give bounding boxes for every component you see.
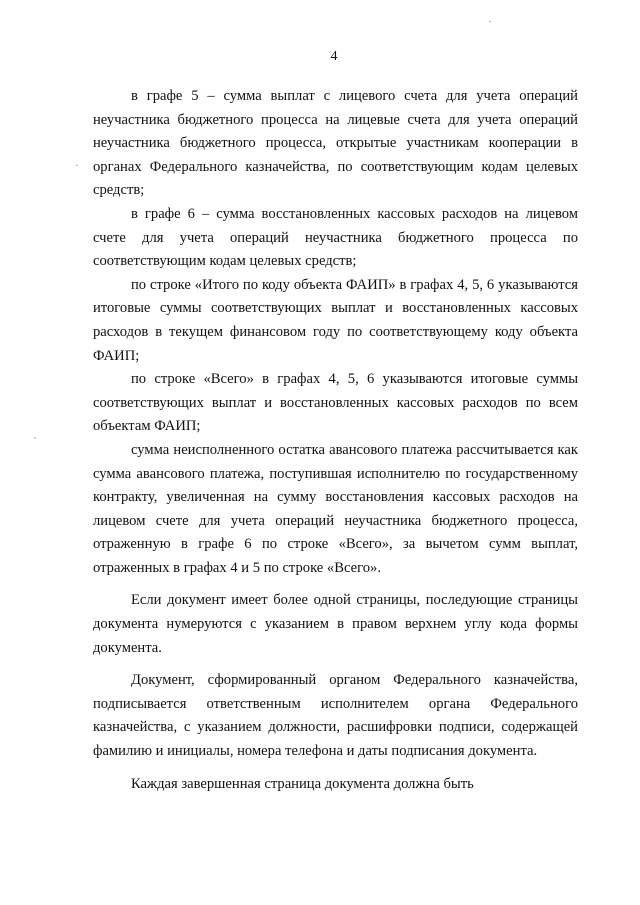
scan-mark: ·: [488, 16, 492, 28]
scan-mark: ·: [75, 160, 79, 172]
paragraph-advance-balance: сумма неисполненного остатка авансового платежа рассчитывается как сумма авансового платежа, поступившая исполнителю по государственному контракту, увеличенная на сумму восстановления кассовых расходов на лицевом счете для учета операций неучастника бюджетного процесса, отраженную в графе 6 по строке «Всего», за вычетом сумм выплат, отраженных в графах 4 и 5 по строке «Всего».: [93, 441, 578, 576]
page-number: 4: [330, 49, 338, 64]
paragraph-page-numbering: Если документ имеет более одной страницы, последующие страницы документа нумеруются с указанием в правом верхнем углу кода формы документа.: [93, 592, 578, 656]
paragraph-vsego: по строке «Всего» в графах 4, 5, 6 указываются итоговые суммы соответствующих выплат и восстановленных кассовых расходов по всем объектам ФАИП;: [93, 371, 578, 435]
document-body: [93, 85, 578, 796]
scan-mark: ˊ: [33, 436, 37, 448]
paragraph-graph-6: в графе 6 – сумма восстановленных кассовых расходов на лицевом счете для учета операций неучастника бюджетного процесса по соответствующим кодам целевых средств;: [93, 205, 578, 270]
paragraph-signature: Документ, сформированный органом Федерального казначейства, подписывается ответственным исполнителем органа Федерального казначейства, с указанием должности, расшифровки подписи, содержащей фамилию и инициалы, номера телефона и даты подписания документа.: [93, 672, 578, 760]
paragraph-graph-5: в графе 5 – сумма выплат с лицевого счета для учета операций неучастника бюджетного процесса на лицевые счета для учета операций неучастника бюджетного процесса, открытые участникам кооперации в органах Федерального казначейства, по соответствующим кодам целевых средств;: [93, 88, 578, 199]
paragraph-itogo-faip: по строке «Итого по коду объекта ФАИП» в графах 4, 5, 6 указываются итоговые суммы соответствующих выплат и восстановленных кассовых расходов в текущем финансовом году по соответствующему коду объекта ФАИП;: [93, 276, 578, 364]
paragraph-completed-page: Каждая завершенная страница документа должна быть: [131, 775, 474, 792]
